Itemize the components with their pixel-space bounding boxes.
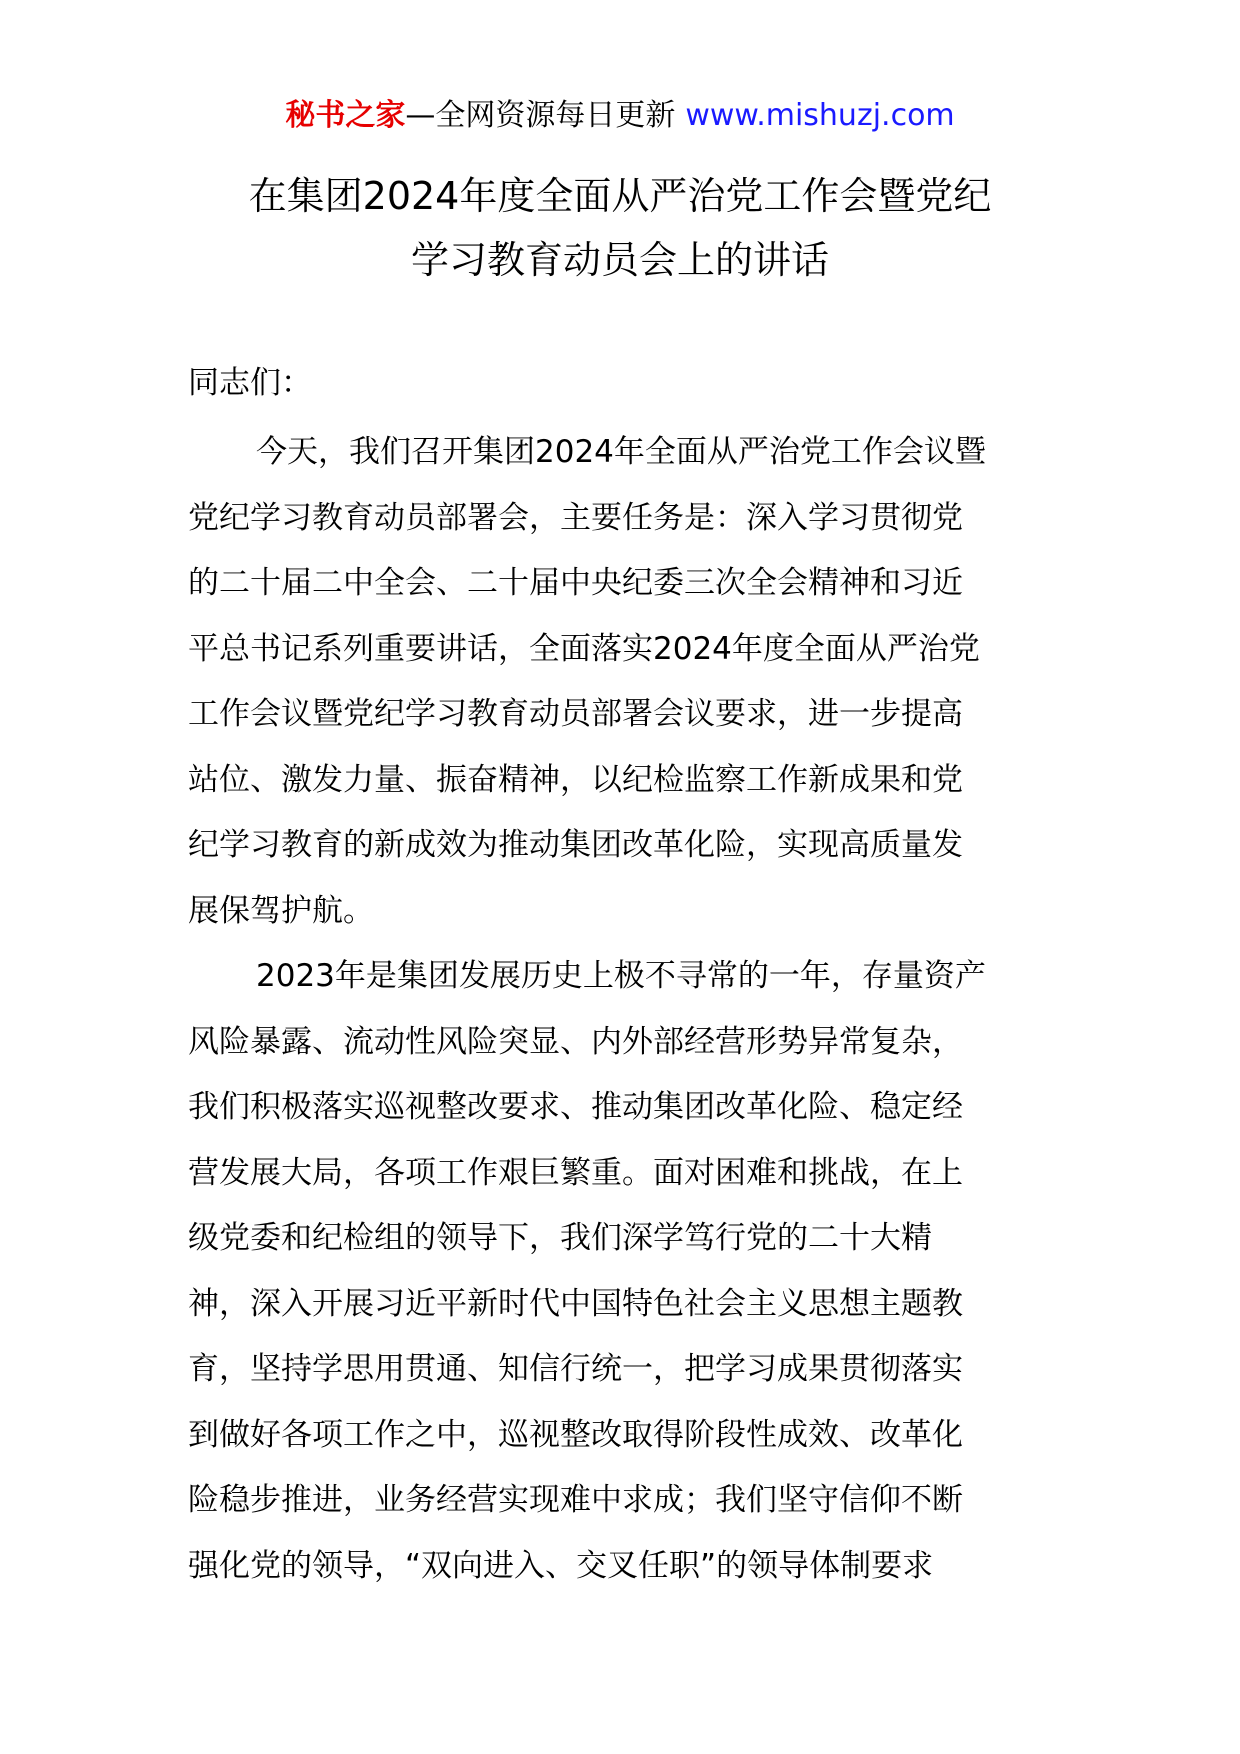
title-line: 在集团2024年度全面从严治党工作会暨党纪 (248, 174, 992, 218)
text-line: 纪学习教育的新成效为推动集团改革化险，实现高质量发 (188, 827, 963, 863)
text-line: 到做好各项工作之中，巡视整改取得阶段性成效、改革化 (188, 1416, 963, 1453)
paragraph-1 (188, 420, 1058, 944)
text-line: 级党委和纪检组的领导下，我们深学笃行党的二十大精 (188, 1220, 932, 1256)
document-body (188, 420, 1058, 1599)
text-line: 站位、激发力量、振奋精神，以纪检监察工作新成果和党 (188, 761, 963, 798)
header-tagline: —全网资源每日更新 (405, 98, 676, 133)
watermark-header (0, 96, 1240, 136)
brand-name: 秘书之家 (285, 98, 406, 133)
text-line: 神，深入开展习近平新时代中国特色社会主义思想主题教 (188, 1285, 963, 1322)
text-line: 平总书记系列重要讲话，全面落实2024年度全面从严治党 (188, 630, 980, 667)
salutation: 同志们： (188, 365, 312, 401)
text-line: 工作会议暨党纪学习教育动员部署会议要求，进一步提高 (188, 696, 963, 732)
text-line: 育，坚持学思用贯通、知信行统一，把学习成果贯彻落实 (188, 1351, 963, 1387)
text-line: 展保驾护航。 (188, 892, 374, 929)
text-line: 风险暴露、流动性风险突显、内外部经营形势异常复杂， (188, 1023, 963, 1060)
paragraph-2 (188, 944, 1058, 1599)
text-line: 我们积极落实巡视整改要求、推动集团改革化险、稳定经 (188, 1089, 963, 1125)
text-line: 党纪学习教育动员部署会，主要任务是：深入学习贯彻党 (188, 499, 963, 536)
text-line: 险稳步推进，业务经营实现难中求成；我们坚守信仰不断 (188, 1482, 963, 1518)
title-line: 学习教育动员会上的讲话 (410, 238, 829, 282)
text-line: 营发展大局，各项工作艰巨繁重。面对困难和挑战，在上 (188, 1154, 963, 1191)
document-title (100, 164, 1140, 292)
text-line: 的二十届二中全会、二十届中央纪委三次全会精神和习近 (188, 565, 963, 601)
site-url-link[interactable]: www.mishuzj.com (685, 98, 955, 133)
text-line: 强化党的领导，“双向进入、交叉任职”的领导体制要求 (188, 1547, 934, 1584)
text-line: 今天，我们召开集团2024年全面从严治党工作会议暨 (256, 434, 986, 470)
text-line: 2023年是集团发展历史上极不寻常的一年，存量资产 (256, 958, 986, 994)
